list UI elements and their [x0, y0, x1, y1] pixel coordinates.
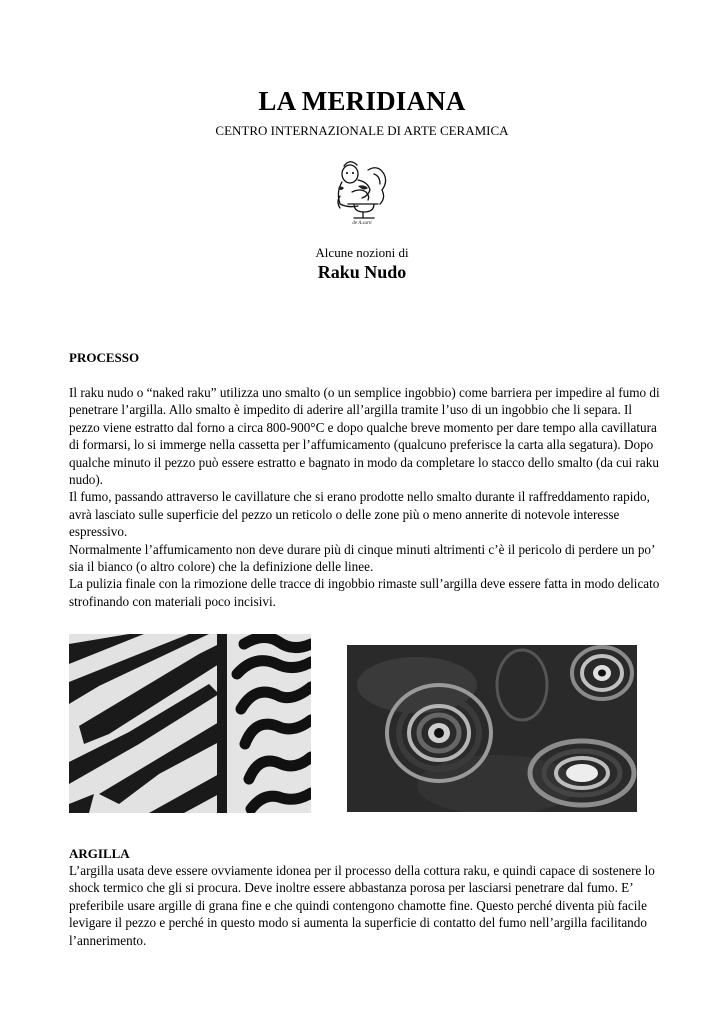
- intro-text: Alcune nozioni di: [315, 245, 409, 260]
- paragraph: Normalmente l’affumicamento non deve durare più di cinque minuti altrimenti c’è il pericolo di perdere un po’ sia il bianco (o altro colore) che la definizione delle linee.: [69, 541, 655, 575]
- section-heading-argilla: ARGILLA: [69, 846, 130, 861]
- section-heading-processo: PROCESSO: [69, 350, 140, 365]
- logo-signature: de A.sarti: [352, 221, 372, 226]
- section-body-processo: [69, 384, 661, 610]
- raku-rings-photo: [347, 645, 637, 812]
- paragraph: Il fumo, passando attraverso le cavillature che si erano prodotte nello smalto durante il raffreddamento rapido, avrà lasciato sulle superficie del pezzo un reticolo o delle zone più o meno annerite di notevole interesse espressivo.: [69, 489, 650, 540]
- paragraph: La pulizia finale con la rimozione delle tracce di ingobbio rimaste sull’argilla deve essere fatta in modo delicato strofinando con materiali poco incisivi.: [69, 576, 660, 609]
- ceramic-studio-logo: [328, 152, 396, 226]
- paragraph: Il raku nudo o “naked raku” utilizza uno smalto (o un semplice ingobbio) come barriera per impedire al fumo di penetrare l’argilla. Allo smalto è impedito di aderire all’argilla tramite l’uso di un ingobbio che li separa. Il pezzo viene estratto dal forno a circa 800-900°C e dopo qualche breve momento per dare tempo alla cavillatura di formarsi, lo si immerge nella cassetta per l’affumicamento (qualcuno preferisce la carta alla segatura). Dopo qualche minuto il pezzo può essere estratto e bagnato in modo da completare lo stacco dello smalto (da cui raku nudo).: [69, 385, 660, 488]
- document-topic-title: Raku Nudo: [317, 262, 407, 282]
- document-title: LA MERIDIANA: [258, 86, 466, 116]
- paragraph: L’argilla usata deve essere ovviamente idonea per il processo della cottura raku, e quindi capace di sostenere lo shock termico che gli si procura. Deve inoltre essere abbastanza porosa per lasciarsi penetrare dal fumo. E’ preferibile usare argille di grana fine e che quindi contengono chamotte fine. Questo perché diventa più facile levigare il pezzo e perché in questo modo si aumenta la superficie di contatto del fumo nell’argilla facilitando l’annerimento.: [69, 863, 655, 948]
- section-body-argilla: [69, 862, 661, 949]
- document-subtitle: CENTRO INTERNAZIONALE DI ARTE CERAMICA: [215, 123, 509, 138]
- raku-stripes-photo: [69, 634, 311, 813]
